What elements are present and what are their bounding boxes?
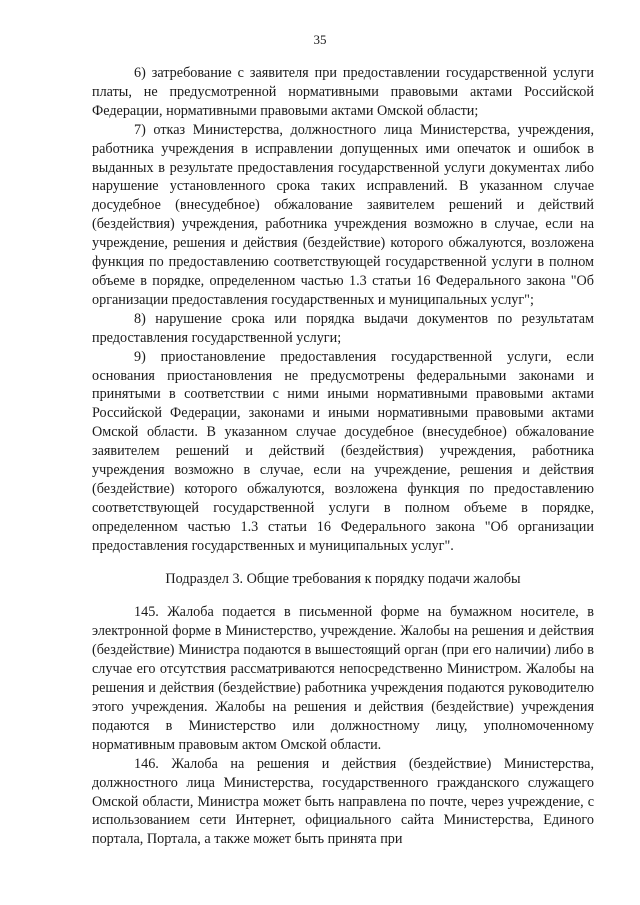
list-item-9: 9) приостановление предоставления государственной услуги, если основания приостановления не предусмотрены федеральными законами и принятыми в соответствии с ними иными нормативными правовыми актами Российской Федерации, законами и иными нормативными правовыми актами Омской области. В указанном случае досудебное (внесудебное) обжалование заявителем решений и действий (бездействия) учреждения, работника учреждения возможно в случае, если на учреждение, решения и действия (бездействие) которого обжалуются, возложена функция по предоставлению соответствующей государственной услуги в полном объеме в порядке, определенном частью 1.3 статьи 16 Федерального закона "Об организации предоставления государственных и муниципальных услуг". [92,348,594,554]
paragraph-145: 145. Жалоба подается в письменной форме на бумажном носителе, в электронной форме в Министерство, учреждение. Жалобы на решения и действия (бездействие) Министра подаются в вышестоящий орган (при его наличии) либо в случае его отсутствия рассматриваются непосредственно Министром. Жалобы на решения и действия (бездействие) работника учреждения подаются руководителю этого учреждения. Жалобы на решения и действия (бездействие) учреждения подаются в Министерство или должностному лицу, уполномоченному нормативным правовым актом Омской области. [92,604,594,753]
section-heading: Подраздел 3. Общие требования к порядку подачи жалобы [165,570,521,587]
document-body [92,64,594,849]
paragraph-146: 146. Жалоба на решения и действия (бездействие) Министерства, должностного лица Министерства, государственного гражданского служащего Омской области, Министра может быть направлена по почте, через учреждение, с использованием сети Интернет, официального сайта Министерства, Единого портала, Портала, а также может быть принята при [92,755,594,848]
page-number: 35 [313,32,327,47]
list-item-6: 6) затребование с заявителя при предоставлении государственной услуги платы, не предусмотренной нормативными правовыми актами Российской Федерации, нормативными правовыми актами Омской области; [92,65,594,119]
list-item-8: 8) нарушение срока или порядка выдачи документов по результатам предоставления государственной услуги; [92,310,594,346]
list-item-7: 7) отказ Министерства, должностного лица Министерства, учреждения, работника учреждения в исправлении допущенных ими опечаток и ошибок в выданных в результате предоставления государственной услуги документах либо нарушение установленного срока таких исправлений. В указанном случае досудебное (внесудебное) обжалование заявителем решений и действий (бездействия) учреждения, работника учреждения возможно в случае, если на учреждение, решения и действия (бездействие) которого обжалуются, возложена функция по предоставлению соответствующей государственной услуги в полном объеме в порядке, определенном частью 1.3 статьи 16 Федерального закона "Об организации предоставления государственных и муниципальных услуг"; [92,121,594,308]
